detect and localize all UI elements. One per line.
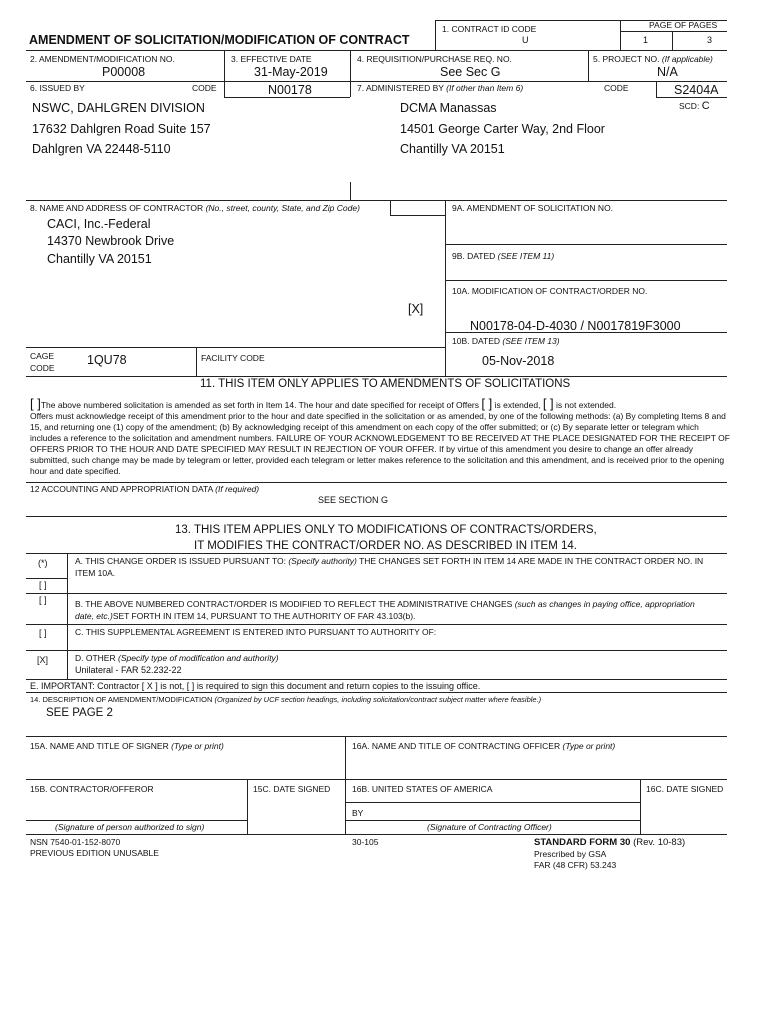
item-14-value: SEE PAGE 2: [46, 707, 113, 719]
issued-by-line-3: Dahlgren VA 22448-5110: [32, 142, 171, 156]
item-16a-label: 16A. NAME AND TITLE OF CONTRACTING OFFICER (Type or print): [352, 741, 616, 751]
contractor-line-3: Chantilly VA 20151: [47, 252, 152, 266]
prescribed-by: Prescribed by GSA: [534, 849, 607, 859]
previous-edition-note: PREVIOUS EDITION UNUSABLE: [30, 848, 159, 858]
item-13d-mark: [X]: [37, 655, 49, 665]
amendment-no-label: 2. AMENDMENT/MODIFICATION NO.: [30, 54, 175, 64]
item-9a-label: 9A. AMENDMENT OF SOLICITATION NO.: [452, 203, 614, 213]
item-16c-label: 16C. DATE SIGNED: [646, 784, 724, 794]
cage-label-2: CODE: [30, 363, 55, 373]
item-10a-mark: [X]: [408, 302, 424, 316]
issued-by-line-2: 17632 Dahlgren Road Suite 157: [32, 122, 211, 136]
item-13a-mark: (*): [38, 558, 48, 568]
item-13c-mark: [ ]: [39, 628, 47, 638]
contractor-line-1: CACI, Inc.-Federal: [47, 217, 151, 231]
item-15a-label: 15A. NAME AND TITLE OF SIGNER (Type or print): [30, 741, 224, 751]
item-11-body: Offers must acknowledge receipt of this amendment prior to the hour and date specified in the solicitation or as amended, by one of the following methods: (a) By completing Items 8 and 15, and returning one (1) copy of the amendment; (b) By acknowledging receipt of this amendment on each copy of the offer submitted; or (c) By separate letter or telegram which includes a reference to the solicitation and amendment numbers. FAILURE OF YOUR ACKNOWLEDGEMENT TO BE RECEIVED AT THE PLACE DESIGNATED FOR THE RECEIPT OF OFFERS PRIOR TO THE HOUR AND DATE SPECIFIED MAY RESULT IN REJECTION OF YOUR OFFER. If by virtue of this amendment you desire to change an offer already submitted, such change may be made by telegram or letter, provided each telegram or letter makes reference to the solicitation and this amendment, and is received prior to the opening hour and date specified.: [30, 411, 730, 476]
item-15b-label: 15B. CONTRACTOR/OFFEROR: [30, 784, 154, 794]
administered-by-line-2: 14501 George Carter Way, 2nd Floor: [400, 122, 605, 136]
item-14-label: 14. DESCRIPTION OF AMENDMENT/MODIFICATION (Organized by UCF section headings, including solicitation/contract subject matter where feasible.): [30, 695, 542, 704]
item-13d-value: Unilateral - FAR 52.232-22: [75, 665, 182, 675]
administered-by-line-3: Chantilly VA 20151: [400, 142, 505, 156]
item-10b-value: 05-Nov-2018: [482, 354, 555, 368]
officer-signature-note: (Signature of Contracting Officer): [427, 822, 552, 832]
item-13-blank-mark: [ ]: [39, 580, 47, 590]
item-13c-text: C. THIS SUPPLEMENTAL AGREEMENT IS ENTERED INTO PURSUANT TO AUTHORITY OF:: [75, 627, 437, 637]
item-13a-text-2: ITEM 10A.: [75, 568, 116, 578]
far-reference: FAR (48 CFR) 53.243: [534, 860, 617, 870]
item-12-label: 12 ACCOUNTING AND APPROPRIATION DATA (If required): [30, 484, 260, 494]
effective-date-value: 31-May-2019: [254, 65, 328, 79]
page-number: 1: [643, 35, 649, 45]
nsn-number: NSN 7540-01-152-8070: [30, 837, 121, 847]
administered-by-code-label: CODE: [604, 83, 629, 93]
item-13b-text: B. THE ABOVE NUMBERED CONTRACT/ORDER IS MODIFIED TO REFLECT THE ADMINISTRATIVE CHANGES (such as changes in paying office, appropriation: [75, 599, 695, 609]
item-10a-value: N00178-04-D-4030 / N0017819F3000: [470, 319, 681, 333]
page-of-pages-label: PAGE OF PAGES: [649, 20, 718, 30]
item-9b-label: 9B. DATED (SEE ITEM 11): [452, 251, 555, 261]
item-11-heading: 11. THIS ITEM ONLY APPLIES TO AMENDMENTS OF SOLICITATIONS: [200, 378, 571, 390]
important-line: E. IMPORTANT: Contractor [ X ] is not, [ ] is required to sign this document and return copies to the issuing office.: [30, 681, 481, 691]
contract-id-label: 1. CONTRACT ID CODE: [442, 24, 537, 34]
standard-form-label: STANDARD FORM 30 (Rev. 10-83): [534, 837, 686, 848]
cage-code-value: 1QU78: [87, 353, 127, 367]
scd: SCD: C: [679, 100, 710, 112]
item-16b-label: 16B. UNITED STATES OF AMERICA: [352, 784, 493, 794]
administered-by-label: 7. ADMINISTERED BY (If other than Item 6): [357, 83, 524, 93]
amendment-no-value: P00008: [102, 65, 146, 79]
facility-code-label: FACILITY CODE: [201, 353, 265, 363]
total-pages: 3: [707, 35, 713, 45]
cage-label-1: CAGE: [30, 351, 55, 361]
administered-by-line-1: DCMA Manassas: [400, 101, 497, 115]
item-13-heading-2: IT MODIFIES THE CONTRACT/ORDER NO. AS DESCRIBED IN ITEM 14.: [194, 540, 577, 552]
requisition-value: See Sec G: [440, 65, 501, 79]
item-10a-label: 10A. MODIFICATION OF CONTRACT/ORDER NO.: [452, 286, 648, 296]
issued-by-label: 6. ISSUED BY: [30, 83, 85, 93]
item-10b-label: 10B. DATED (SEE ITEM 13): [452, 336, 560, 346]
item-13b-text-2: date, etc.)SET FORTH IN ITEM 14, PURSUANT TO THE AUTHORITY OF FAR 43.103(b).: [75, 611, 416, 621]
issued-by-code-label: CODE: [192, 83, 217, 93]
project-no-value: N/A: [657, 65, 678, 79]
item-16b-by: BY: [352, 808, 364, 818]
contract-id-value: U: [522, 35, 529, 45]
requisition-label: 4. REQUISITION/PURCHASE REQ. NO.: [357, 54, 512, 64]
item-12-value: SEE SECTION G: [318, 495, 389, 505]
item-13a-text: A. THIS CHANGE ORDER IS ISSUED PURSUANT TO: (Specify authority) THE CHANGES SET FORTH IN ITEM 14 ARE MADE IN THE CONTRACT ORDER NO. IN: [75, 556, 704, 566]
item-13-heading-1: 13. THIS ITEM APPLIES ONLY TO MODIFICATIONS OF CONTRACTS/ORDERS,: [175, 524, 597, 536]
issued-by-line-1: NSWC, DAHLGREN DIVISION: [32, 101, 205, 115]
item-13b-mark: [ ]: [39, 595, 47, 605]
effective-date-label: 3. EFFECTIVE DATE: [231, 54, 312, 64]
issued-by-code: N00178: [268, 83, 312, 97]
contractor-signature-note: (Signature of person authorized to sign): [55, 822, 205, 832]
item-13d-text: D. OTHER (Specify type of modification and authority): [75, 653, 279, 663]
project-no-label: 5. PROJECT NO. (If applicable): [593, 54, 713, 64]
contractor-label: 8. NAME AND ADDRESS OF CONTRACTOR (No., street, county, State, and Zip Code): [30, 203, 360, 213]
form-title: AMENDMENT OF SOLICITATION/MODIFICATION OF CONTRACT: [29, 33, 410, 47]
contractor-line-2: 14370 Newbrook Drive: [47, 234, 175, 248]
administered-by-code: S2404A: [674, 83, 719, 97]
item-15c-label: 15C. DATE SIGNED: [253, 784, 331, 794]
form-code: 30-105: [352, 837, 379, 847]
item-11-line-1: [ ]The above numbered solicitation is amended as set forth in Item 14. The hour and date specified for receipt of Offers [ ] is extended, [ ] is not extended.: [30, 396, 617, 411]
